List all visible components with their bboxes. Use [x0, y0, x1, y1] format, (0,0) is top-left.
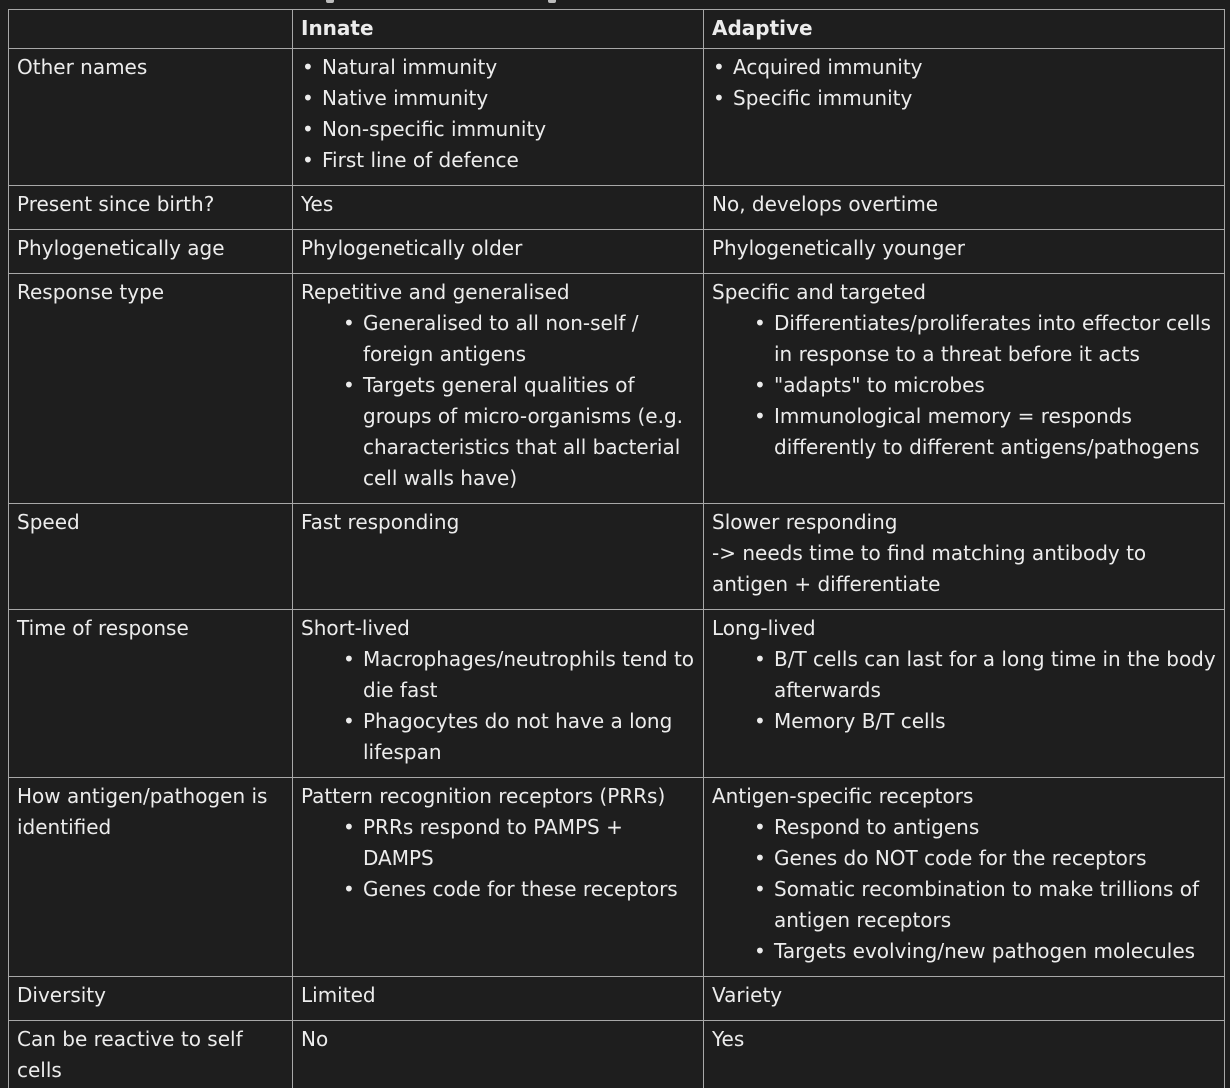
- row-label: Speed: [9, 504, 293, 610]
- adaptive-text: -> needs time to find matching antibody to antigen + differentiate: [712, 541, 1147, 596]
- innate-cell: [293, 977, 704, 1021]
- innate-bullet-list: [301, 52, 695, 176]
- table-row: [9, 230, 1225, 274]
- innate-cell: [293, 274, 704, 504]
- innate-cell: [293, 186, 704, 230]
- bullet-item: • Immunological memory = responds differently to different antigens/pathogens: [753, 401, 1216, 463]
- innate-cell: [293, 230, 704, 274]
- table-row: [9, 186, 1225, 230]
- bullet-item: • Acquired immunity: [712, 52, 1216, 83]
- bullet-item: • Respond to antigens: [753, 812, 1216, 843]
- innate-text: Fast responding: [301, 510, 460, 534]
- bullet-item: • Genes code for these receptors: [342, 874, 695, 905]
- header-row: [9, 10, 1225, 49]
- row-label: Response type: [9, 274, 293, 504]
- adaptive-cell: [704, 1021, 1225, 1088]
- innate-cell: [293, 504, 704, 610]
- bullet-item: • Natural immunity: [301, 52, 695, 83]
- table-body: [9, 49, 1225, 1088]
- innate-bullet-list: [301, 812, 695, 905]
- row-label: Diversity: [9, 977, 293, 1021]
- bullet-item: • B/T cells can last for a long time in the body afterwards: [753, 644, 1216, 706]
- bullet-item: • Non-specific immunity: [301, 114, 695, 145]
- table-row: [9, 778, 1225, 977]
- header-innate: Innate: [293, 10, 704, 49]
- innate-cell: [293, 778, 704, 977]
- table-row: [9, 274, 1225, 504]
- adaptive-text: Specific and targeted: [712, 280, 926, 304]
- bullet-item: • Macrophages/neutrophils tend to die fast: [342, 644, 695, 706]
- bullet-item: • "adapts" to microbes: [753, 370, 1216, 401]
- adaptive-bullet-list: [712, 644, 1216, 737]
- bullet-item: • Specific immunity: [712, 83, 1216, 114]
- cropped-glyph: [326, 0, 334, 3]
- bullet-item: • PRRs respond to PAMPS + DAMPS: [342, 812, 695, 874]
- adaptive-text: Yes: [712, 1027, 745, 1051]
- innate-text: Short-lived: [301, 616, 410, 640]
- adaptive-bullet-list: [712, 52, 1216, 114]
- adaptive-text: Phylogenetically younger: [712, 236, 965, 260]
- innate-text: Pattern recognition receptors (PRRs): [301, 784, 666, 808]
- adaptive-cell: [704, 610, 1225, 778]
- row-label: Other names: [9, 49, 293, 186]
- cropped-glyph: [548, 0, 556, 3]
- innate-text: Repetitive and generalised: [301, 280, 570, 304]
- bullet-item: • Memory B/T cells: [753, 706, 1216, 737]
- header-blank: [9, 10, 293, 49]
- adaptive-cell: [704, 778, 1225, 977]
- adaptive-cell: [704, 186, 1225, 230]
- table-row: [9, 504, 1225, 610]
- adaptive-cell: [704, 230, 1225, 274]
- row-label: Time of response: [9, 610, 293, 778]
- innate-text: Limited: [301, 983, 376, 1007]
- innate-text: Phylogenetically older: [301, 236, 523, 260]
- adaptive-bullet-list: [712, 812, 1216, 967]
- innate-cell: [293, 1021, 704, 1088]
- innate-cell: [293, 610, 704, 778]
- table-row: [9, 977, 1225, 1021]
- row-label: Phylogenetically age: [9, 230, 293, 274]
- innate-text: No: [301, 1027, 329, 1051]
- comparison-table: [8, 9, 1225, 1088]
- table-row: [9, 610, 1225, 778]
- innate-cell: [293, 49, 704, 186]
- table-row: [9, 1021, 1225, 1088]
- bullet-item: • Differentiates/proliferates into effector cells in response to a threat before it acts: [753, 308, 1216, 370]
- row-label: Can be reactive to self cells: [9, 1021, 293, 1088]
- bullet-item: • Phagocytes do not have a long lifespan: [342, 706, 695, 768]
- bullet-item: • Genes do NOT code for the receptors: [753, 843, 1216, 874]
- innate-text: Yes: [301, 192, 334, 216]
- adaptive-cell: [704, 49, 1225, 186]
- innate-bullet-list: [301, 308, 695, 494]
- row-label: Present since birth?: [9, 186, 293, 230]
- bullet-item: • Targets evolving/new pathogen molecules: [753, 936, 1216, 967]
- header-adaptive: Adaptive: [704, 10, 1225, 49]
- cropped-title-strip: [0, 0, 1230, 9]
- bullet-item: • Targets general qualities of groups of micro-organisms (e.g. characteristics that all bacterial cell walls have): [342, 370, 695, 494]
- adaptive-cell: [704, 504, 1225, 610]
- adaptive-bullet-list: [712, 308, 1216, 463]
- bullet-item: • Generalised to all non-self / foreign antigens: [342, 308, 695, 370]
- bullet-item: • Somatic recombination to make trillions of antigen receptors: [753, 874, 1216, 936]
- adaptive-cell: [704, 274, 1225, 504]
- table-row: [9, 49, 1225, 186]
- adaptive-text: No, develops overtime: [712, 192, 939, 216]
- bullet-item: • Native immunity: [301, 83, 695, 114]
- row-label: How antigen/pathogen is identified: [9, 778, 293, 977]
- adaptive-text: Long-lived: [712, 616, 816, 640]
- innate-bullet-list: [301, 644, 695, 768]
- bullet-item: • First line of defence: [301, 145, 695, 176]
- adaptive-text: Slower responding: [712, 510, 898, 534]
- adaptive-text: Antigen-specific receptors: [712, 784, 974, 808]
- adaptive-text: Variety: [712, 983, 783, 1007]
- adaptive-cell: [704, 977, 1225, 1021]
